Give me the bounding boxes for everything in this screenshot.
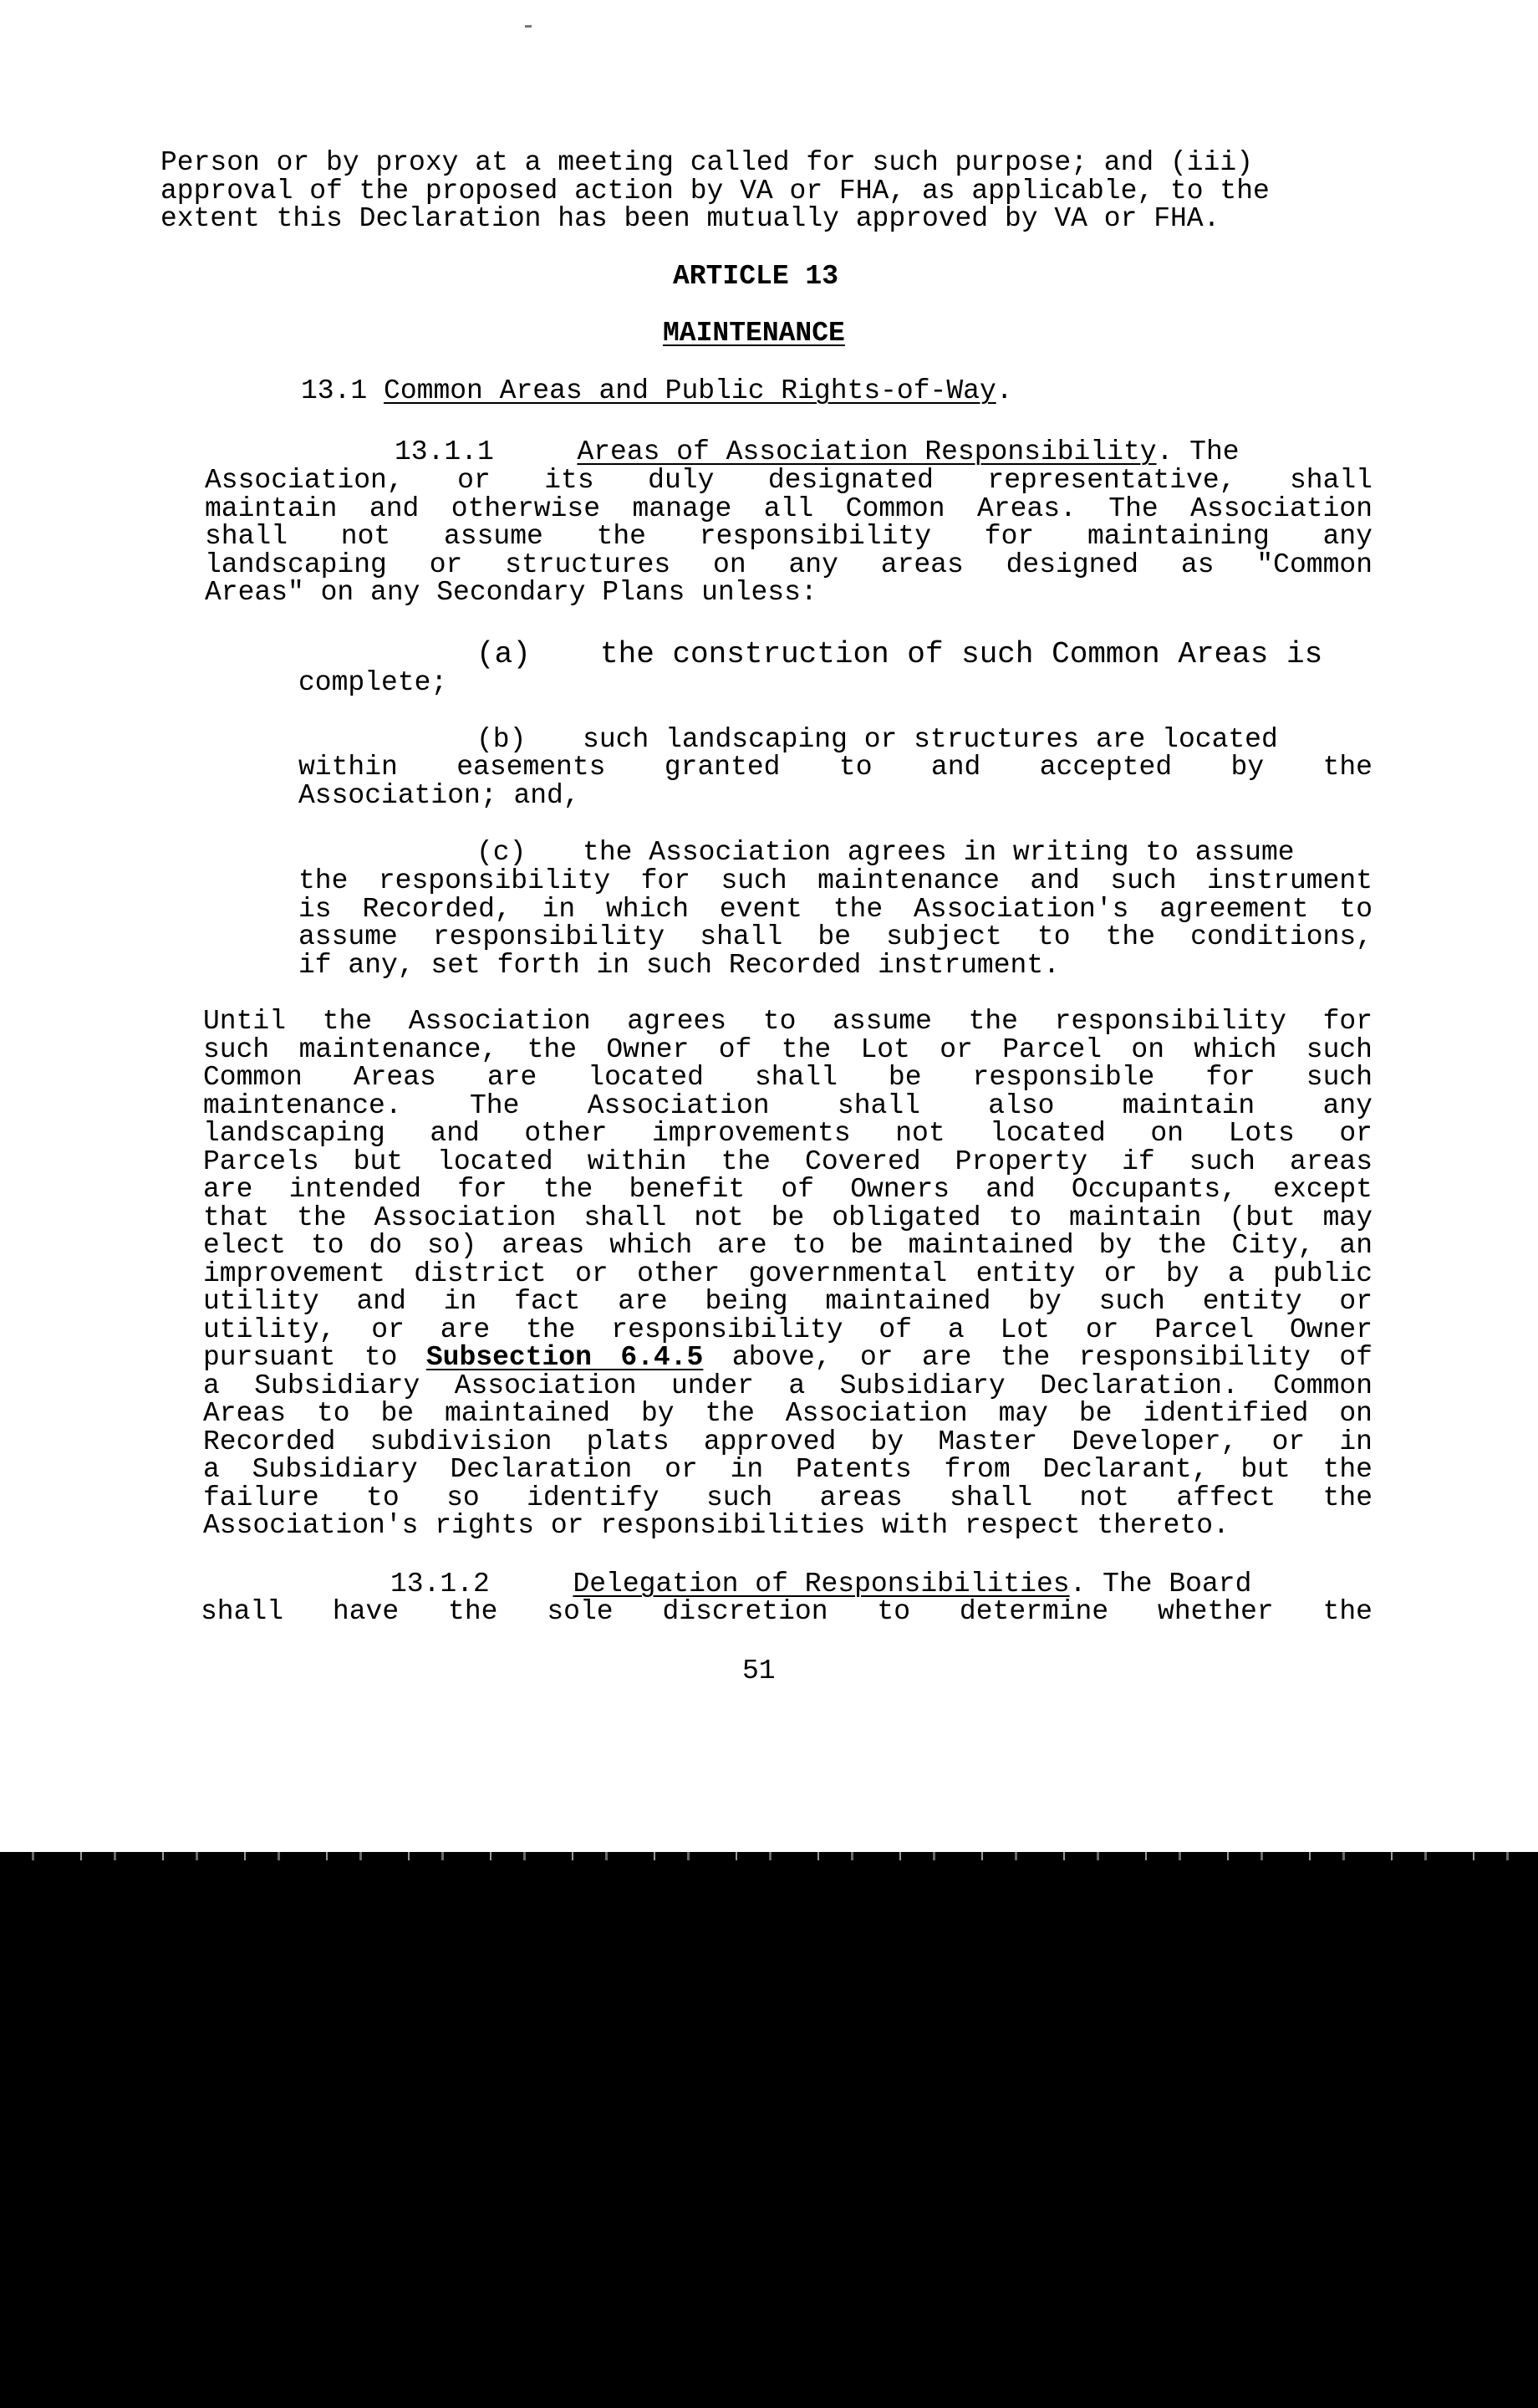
body-line: utility, or are the responsibility of a Lot or Parcel Owner [203, 1315, 1372, 1344]
scan-black-area [0, 1860, 1538, 2408]
body-line: such maintenance, the Owner of the Lot or Parcel on which such [203, 1035, 1372, 1064]
body-line: Until the Association agrees to assume the responsibility for [203, 1008, 1372, 1036]
body-line: Common Areas are located shall be responsible for such [203, 1064, 1372, 1092]
until-paragraph [203, 1008, 1372, 1540]
subitem-c-body [298, 867, 1372, 979]
page-number: 51 [742, 1656, 776, 1686]
body-line: shall not assume the responsibility for maintaining any [205, 523, 1372, 551]
subitem-a-first-line [476, 637, 1323, 671]
subitem-text: the Association agrees in writing to assume [583, 837, 1295, 868]
body-line: that the Association shall not be obligated to maintain (but may [203, 1203, 1372, 1232]
scan-speck [525, 25, 532, 28]
body-line: landscaping and other improvements not located on Lots or [203, 1120, 1372, 1148]
body-line: improvement district or other governmental entity or by a public [203, 1259, 1372, 1288]
article-number: ARTICLE 13 [673, 261, 839, 292]
section-13-1-2-body [201, 1598, 1372, 1626]
body-line: a Subsidiary Declaration or in Patents from Declarant, but the [203, 1456, 1372, 1484]
body-line: Recorded subdivision plats approved by Master Developer, or in [203, 1427, 1372, 1456]
section-title-end: . [996, 375, 1013, 406]
section-number: 13.1.2 [390, 1569, 490, 1599]
body-line: Areas" on any Secondary Plans unless: [205, 579, 817, 607]
section-13-1-2-heading [390, 1570, 1372, 1599]
body-line: if any, set forth in such Recorded instrument. [298, 951, 1060, 979]
intro-line: approval of the proposed action by VA or FHA, as applicable, to the [160, 175, 1270, 207]
body-line: elect to do so) areas which are to be maintained by the City, an [203, 1232, 1372, 1260]
body-line: are intended for the benefit of Owners and Occupants, except [203, 1176, 1372, 1204]
reference-suffix: above, or are the responsibility of [731, 1344, 1372, 1372]
section-13-1-1-heading [395, 438, 1374, 467]
body-line: maintenance. The Association shall also maintain any [203, 1091, 1372, 1120]
body-line: Parcels but located within the Covered Property if such areas [203, 1147, 1372, 1176]
intro-line: extent this Declaration has been mutually approved by VA or FHA. [160, 203, 1220, 234]
body-line: Association; and, [298, 781, 580, 809]
section-title-tail: . The [1156, 436, 1240, 467]
subitem-text: such landscaping or structures are located [583, 724, 1278, 755]
section-title-tail: . The Board [1069, 1569, 1252, 1599]
subitem-b-first-line [476, 726, 1278, 754]
subitem-c-first-line [476, 839, 1295, 867]
section-number: 13.1 [301, 375, 368, 406]
body-line: landscaping or structures on any areas designed as "Common [205, 550, 1372, 579]
body-line: Association's rights or responsibilities with respect thereto. [203, 1512, 1230, 1540]
section-13-1-1-body [205, 467, 1372, 607]
body-line: a Subsidiary Association under a Subsidiary Declaration. Common [203, 1371, 1372, 1400]
body-line-with-reference [203, 1344, 1372, 1372]
body-line: Areas to be maintained by the Association may be identified on [203, 1400, 1372, 1428]
article-title: MAINTENANCE [663, 318, 845, 349]
intro-paragraph [160, 149, 1270, 233]
section-title: Delegation of Responsibilities [573, 1569, 1070, 1599]
body-line: shall have the sole discretion to determine whether the [201, 1598, 1372, 1626]
body-line: utility and in fact are being maintained by such entity or [203, 1288, 1372, 1316]
section-number: 13.1.1 [395, 436, 494, 467]
subitem-b-body [298, 753, 1372, 809]
subsection-reference: Subsection 6.4.5 [425, 1344, 704, 1372]
body-line: assume responsibility shall be subject to the conditions, [298, 923, 1372, 951]
body-line: within easements granted to and accepted by the [298, 753, 1372, 782]
body-line: is Recorded, in which event the Association's agreement to [298, 895, 1372, 923]
body-line: maintain and otherwise manage all Common Areas. The Association [205, 494, 1372, 523]
subitem-text: the construction of such Common Areas is [600, 637, 1323, 671]
body-line: the responsibility for such maintenance and such instrument [298, 867, 1372, 895]
section-title: Areas of Association Responsibility [577, 436, 1157, 467]
subitem-label: (c) [476, 837, 527, 868]
section-title: Common Areas and Public Rights-of-Way [384, 375, 996, 406]
body-line: failure to so identify such areas shall not affect the [203, 1483, 1372, 1512]
subitem-label: (b) [476, 724, 527, 755]
subitem-a-continuation: complete; [298, 667, 448, 698]
intro-line: Person or by proxy at a meeting called for such purpose; and (iii) [160, 147, 1254, 178]
reference-prefix: pursuant to [203, 1344, 398, 1372]
body-line: Association, or its duly designated representative, shall [205, 467, 1372, 495]
subitem-label: (a) [476, 637, 531, 671]
section-13-1-heading [301, 377, 1013, 406]
